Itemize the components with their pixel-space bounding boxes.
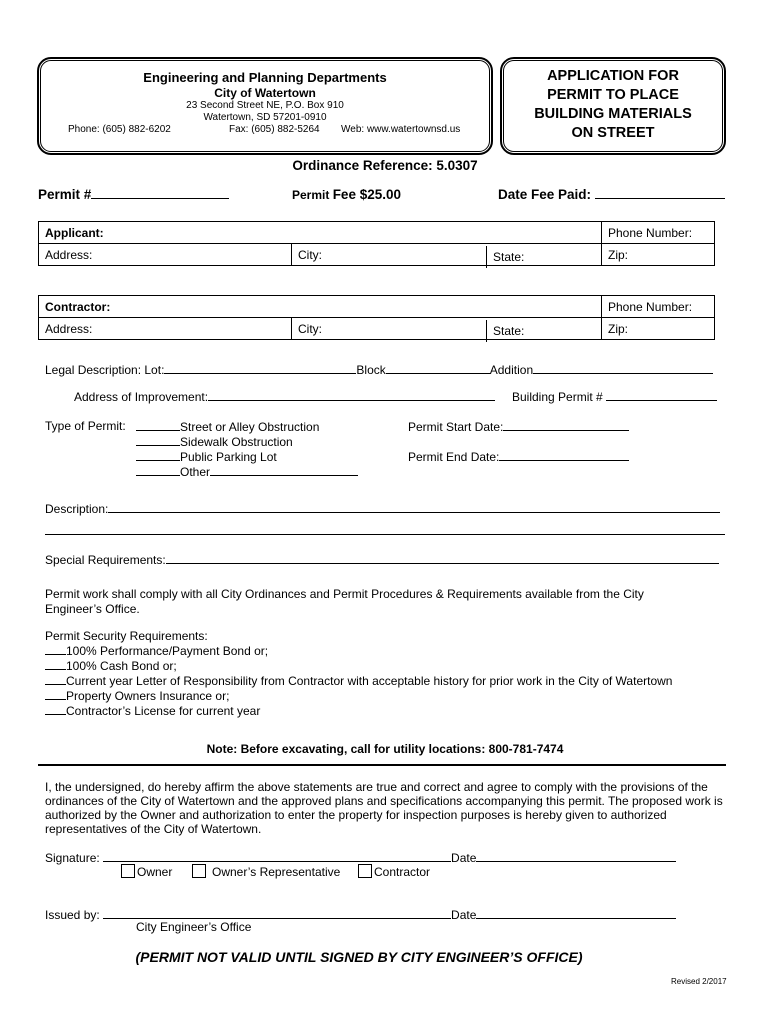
security-item-label: 100% Performance/Payment Bond or; [66, 644, 269, 658]
issued-date-label: Date [451, 908, 477, 922]
building-permit-row[interactable] [512, 389, 717, 404]
applicant-address-label: Address: [45, 247, 93, 262]
applicant-phone-label: Phone Number: [608, 225, 693, 240]
security-item-label: Property Owners Insurance or; [66, 689, 230, 703]
owner-checkbox[interactable] [121, 864, 135, 878]
permit-start-label: Permit Start Date: [408, 420, 504, 434]
date-fee-paid-field[interactable] [498, 187, 725, 202]
contractor-checkbox[interactable] [358, 864, 372, 878]
lot-label: Legal Description: Lot: [45, 363, 165, 377]
special-requirements-label: Special Requirements: [45, 553, 166, 567]
security-item[interactable] [45, 673, 672, 688]
revision-date: Revised 2/2017 [671, 977, 727, 986]
applicant-zip-cell[interactable] [602, 244, 715, 266]
security-item[interactable] [45, 703, 260, 718]
block-label: Block [356, 363, 386, 377]
applicant-state-cell[interactable] [486, 246, 524, 268]
contractor-phone-label: Phone Number: [608, 299, 693, 314]
date-fee-paid-label: Date Fee Paid: [498, 187, 595, 202]
security-item-label: Contractor’s License for current year [66, 704, 261, 718]
signature-date-label: Date [451, 851, 477, 865]
addition-label: Addition [489, 363, 534, 377]
separator-line [38, 764, 726, 766]
permit-end-date-row[interactable] [408, 449, 629, 464]
security-item[interactable] [45, 688, 229, 703]
security-item[interactable] [45, 643, 268, 658]
permit-start-date-row[interactable] [408, 419, 629, 434]
header-phone: Phone: (605) 882-6202 [68, 124, 171, 135]
permit-end-label: Permit End Date: [408, 450, 500, 464]
signature-row[interactable] [45, 850, 676, 865]
other-option-label: Other [180, 465, 211, 479]
improvement-address-row[interactable] [74, 389, 495, 404]
owner-option[interactable] [121, 864, 172, 879]
contractor-table [38, 295, 715, 340]
contractor-name-cell[interactable] [39, 296, 602, 318]
form-title-line-3: BUILDING MATERIALS [534, 106, 692, 122]
issued-by-label: Issued by: [45, 908, 100, 922]
contractor-zip-cell[interactable] [602, 318, 715, 340]
applicant-city-label: City: [298, 247, 322, 262]
permit-type-option[interactable] [136, 419, 319, 434]
applicant-zip-label: Zip: [608, 247, 629, 262]
applicant-state-label: State: [493, 250, 525, 264]
form-title-line-4: ON STREET [571, 125, 655, 141]
applicant-table [38, 221, 715, 266]
owner-rep-option[interactable] [192, 864, 340, 879]
sidewalk-option-label: Sidewalk Obstruction [180, 435, 293, 449]
description-row[interactable] [45, 501, 720, 516]
city-state-zip: Watertown, SD 57201-0910 [203, 112, 327, 123]
type-of-permit-label: Type of Permit: [45, 419, 126, 433]
contractor-address-cell[interactable] [39, 318, 292, 340]
security-item[interactable] [45, 658, 177, 673]
form-title-line-1: APPLICATION FOR [547, 68, 679, 84]
security-item-label: Current year Letter of Responsibility from Contractor with acceptable history for prior work in the City of Watertown [66, 674, 673, 688]
applicant-name-cell[interactable] [39, 222, 602, 244]
signature-label: Signature: [45, 851, 100, 865]
security-title: Permit Security Requirements: [45, 629, 208, 643]
ordinance-reference: Ordinance Reference: 5.0307 [292, 158, 478, 173]
contractor-city-label: City: [298, 321, 322, 336]
dept-name: Engineering and Planning Departments [143, 70, 387, 85]
form-title-line-2: PERMIT TO PLACE [547, 87, 679, 103]
contractor-city-cell[interactable] [292, 318, 602, 340]
contractor-option-label: Contractor [374, 865, 431, 879]
building-permit-label: Building Permit # [512, 390, 603, 404]
street-alley-option-label: Street or Alley Obstruction [180, 420, 320, 434]
contractor-option[interactable] [358, 864, 430, 879]
parking-lot-option-label: Public Parking Lot [180, 450, 277, 464]
owner-rep-checkbox[interactable] [192, 864, 206, 878]
permit-type-option[interactable] [136, 449, 277, 464]
special-requirements-row[interactable] [45, 552, 719, 567]
applicant-address-cell[interactable] [39, 244, 292, 266]
contractor-state-cell[interactable] [486, 320, 524, 342]
applicant-phone-cell[interactable] [602, 222, 715, 244]
street-address: 23 Second Street NE, P.O. Box 910 [186, 100, 344, 111]
legal-description-row[interactable] [45, 362, 713, 377]
header-web: Web: www.watertownsd.us [341, 124, 461, 135]
contractor-address-label: Address: [45, 321, 93, 336]
utility-note: Note: Before excavating, call for utility locations: 800-781-7474 [206, 742, 564, 756]
contractor-zip-label: Zip: [608, 321, 629, 336]
permit-fee-value: Fee $25.00 [332, 187, 401, 202]
compliance-text: Permit work shall comply with all City Ordinances and Permit Procedures & Requirements available from the City Engineer’s Office. [45, 587, 644, 616]
permit-fee-label: Permit [292, 188, 333, 202]
permit-type-option[interactable] [136, 434, 293, 449]
description-line-2[interactable] [45, 534, 725, 535]
security-item-label: 100% Cash Bond or; [66, 659, 177, 673]
validity-warning: (PERMIT NOT VALID UNTIL SIGNED BY CITY ENGINEER’S OFFICE) [135, 949, 583, 965]
contractor-state-label: State: [493, 324, 525, 338]
permit-fee [292, 187, 401, 202]
permit-type-option[interactable] [136, 464, 358, 479]
description-label: Description: [45, 502, 109, 516]
owner-rep-label: Owner’s Representative [212, 865, 341, 879]
contractor-phone-cell[interactable] [602, 296, 715, 318]
contractor-label: Contractor: [45, 299, 111, 314]
city-engineer-office: City Engineer’s Office [136, 920, 252, 934]
improvement-address-label: Address of Improvement: [74, 390, 209, 404]
city-name: City of Watertown [214, 86, 316, 100]
permit-number-field[interactable] [38, 187, 229, 202]
applicant-city-cell[interactable] [292, 244, 602, 266]
owner-label: Owner [137, 865, 173, 879]
header-fax: Fax: (605) 882-5264 [229, 124, 320, 135]
applicant-label: Applicant: [45, 225, 104, 240]
permit-number-label: Permit # [38, 187, 92, 202]
affirmation-text: I, the undersigned, do hereby affirm the above statements are true and correct and agree to comply with the provisions of the ordinances of the City of Watertown and the approved plans and specifications accompanying this permit. The proposed work is authorized by the Owner and authorization to enter the property for inspection purposes is hereby given to authorized representatives of the City of Watertown. [45, 780, 723, 836]
